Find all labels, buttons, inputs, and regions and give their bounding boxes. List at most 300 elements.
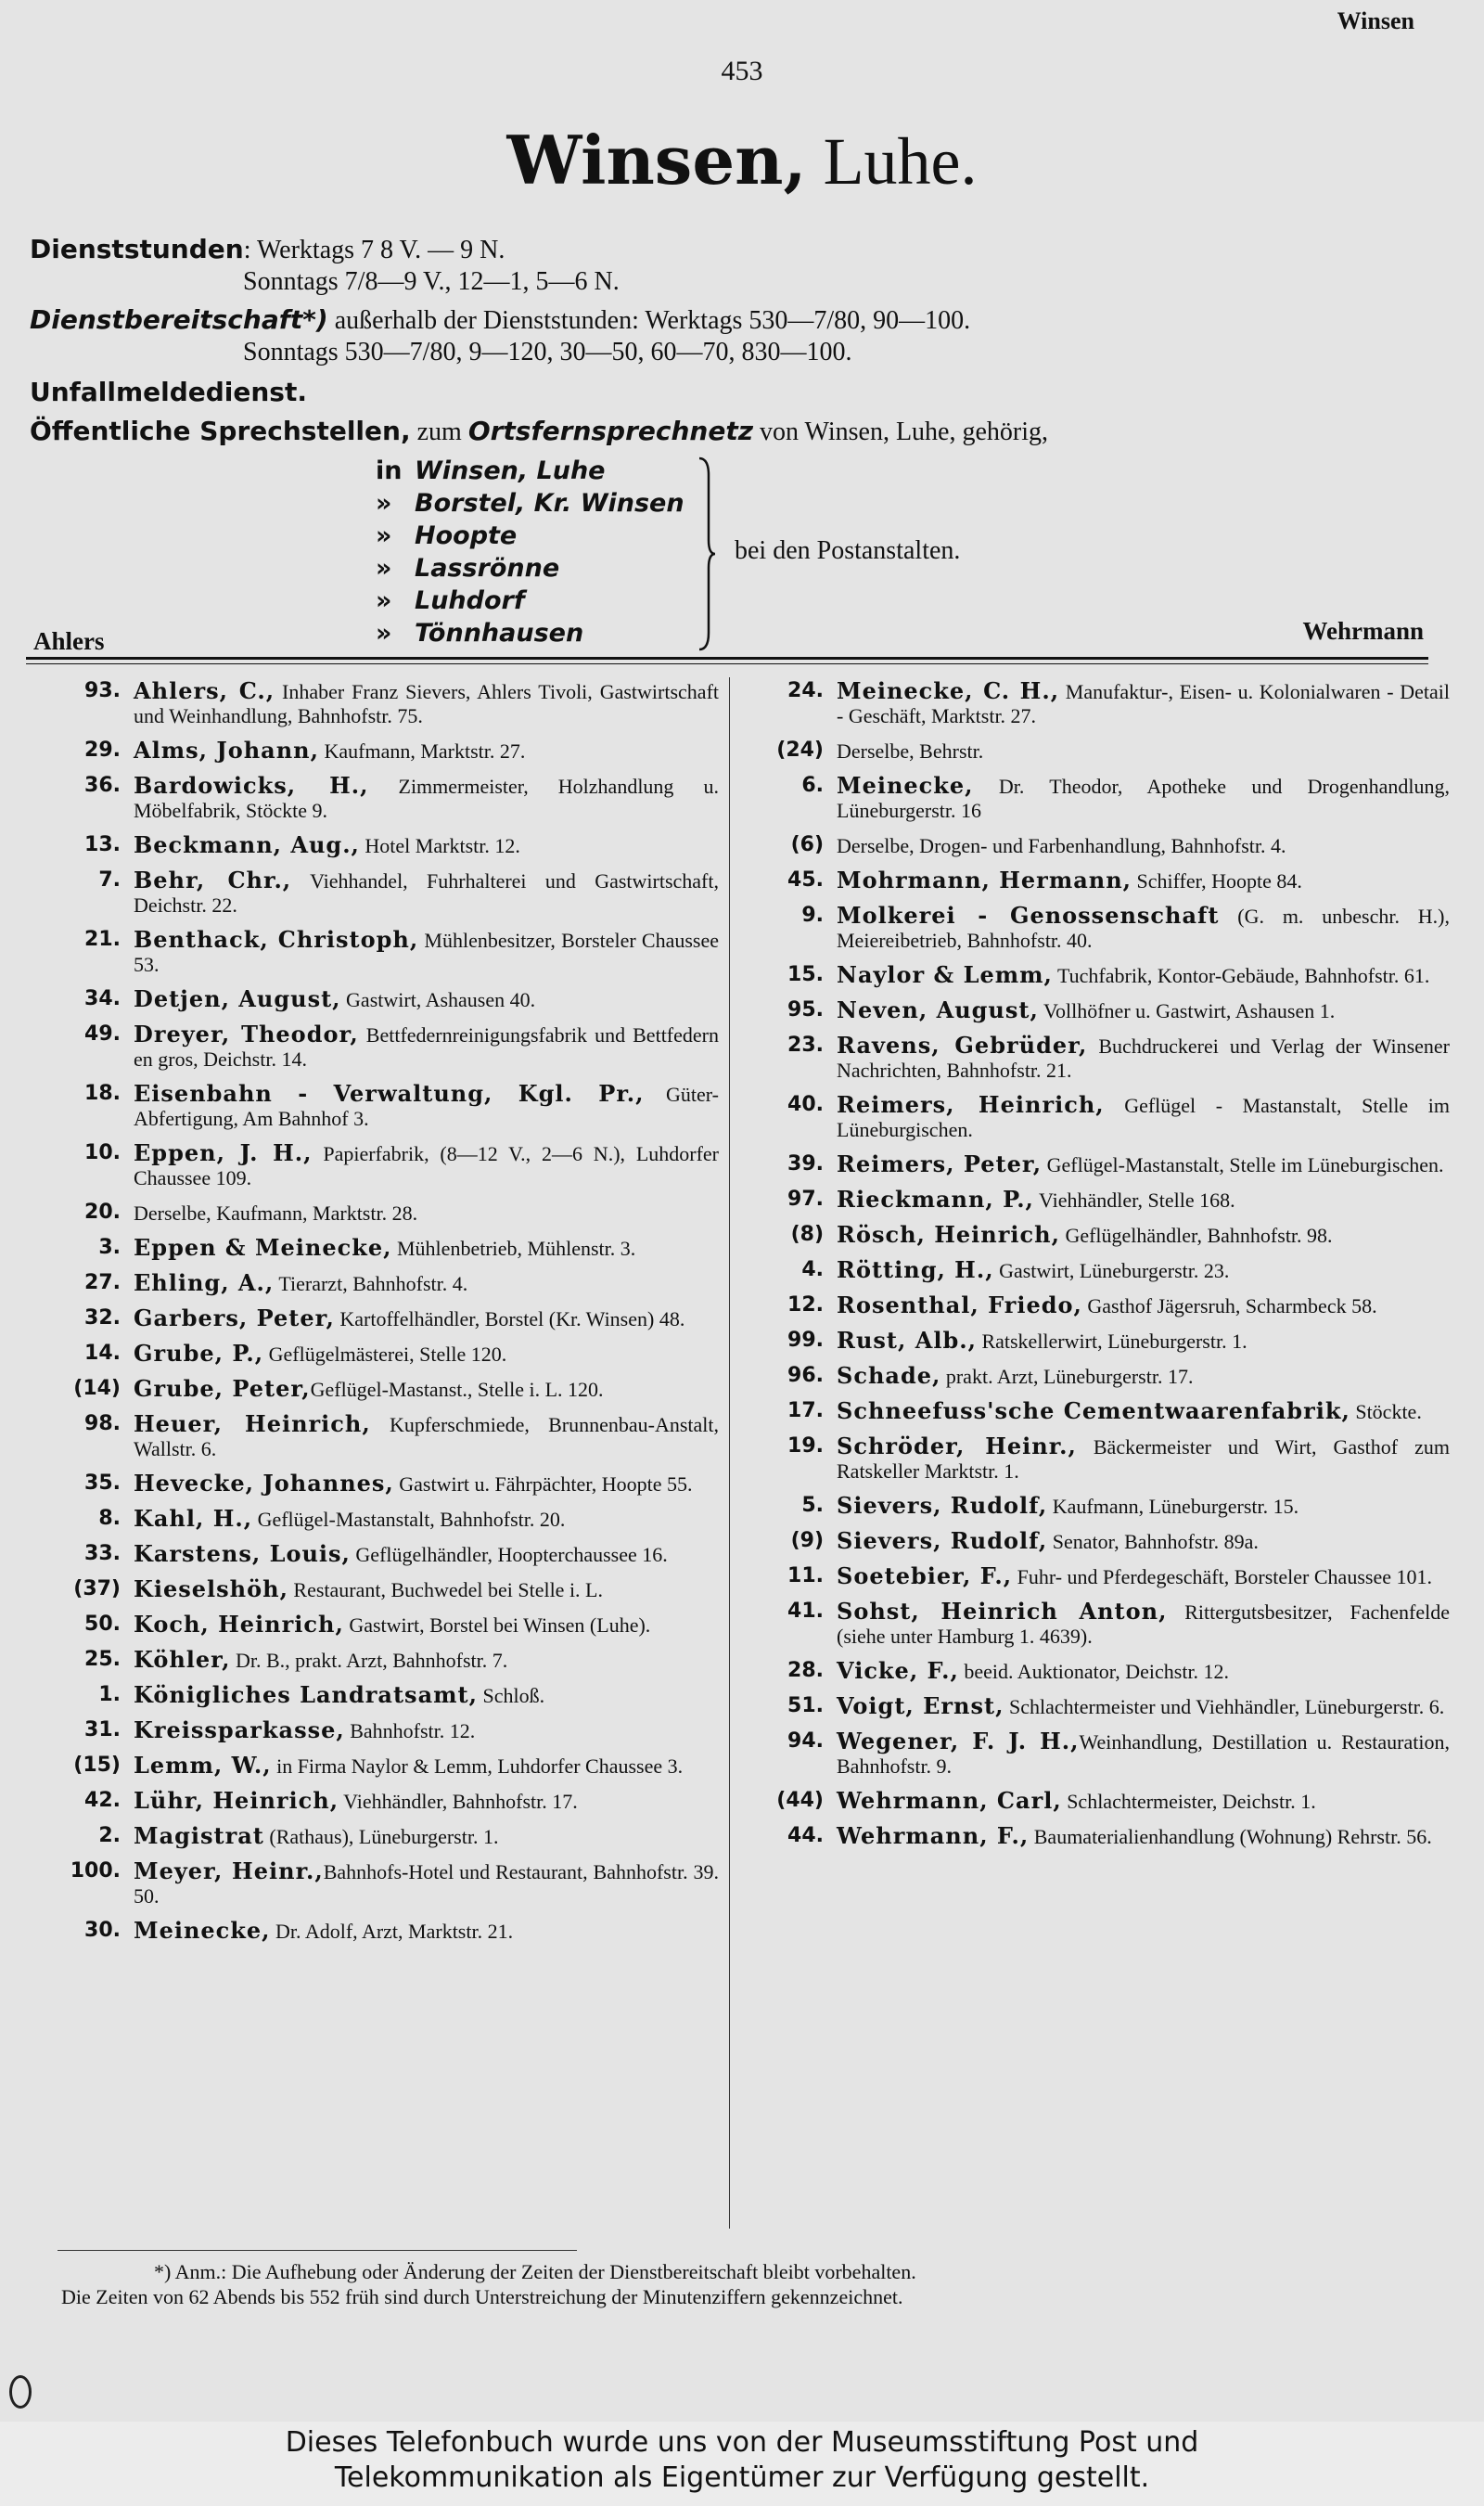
- phone-number: 41.: [787, 1600, 824, 1623]
- subscriber-details: Schiffer, Hoopte 84.: [1132, 869, 1302, 893]
- subscriber-details: Tierarzt, Bahnhofstr. 4.: [274, 1272, 468, 1295]
- directory-entry: [749, 1494, 1450, 1519]
- phone-number: 28.: [787, 1659, 824, 1682]
- subscriber-name: Rust, Alb.,: [837, 1327, 977, 1354]
- phone-number: 17.: [787, 1399, 824, 1422]
- subscriber-details: Bahnhofs-Hotel und Restaurant, Bahnhofstr. 39. 50.: [134, 1860, 719, 1908]
- guide-word-left: Ahlers: [33, 627, 105, 655]
- bereitschaft-label: Dienstbereitschaft*): [30, 304, 328, 335]
- subscriber-details: Schloß.: [477, 1684, 545, 1707]
- subscriber-details: Schlachtermeister, Deichstr. 1.: [1061, 1790, 1316, 1813]
- entry-text: [134, 1377, 719, 1402]
- directory-entry: [749, 1729, 1450, 1779]
- subscriber-name: Soetebier, F.,: [837, 1562, 1013, 1589]
- subscriber-name: Koch, Heinrich,: [134, 1611, 344, 1638]
- subscriber-details: beeid. Auktionator, Deichstr. 12.: [958, 1660, 1230, 1683]
- subscriber-name: Rieckmann, P.,: [837, 1186, 1034, 1213]
- place-item: [376, 552, 684, 585]
- directory-entry: [749, 904, 1450, 953]
- header-rule: [26, 657, 1428, 660]
- place-name: Lassrönne: [415, 554, 560, 583]
- entry-text: [134, 1236, 719, 1261]
- subscriber-name: Sievers, Rudolf,: [837, 1492, 1048, 1519]
- subscriber-details: Rittergutsbesitzer, Fachenfelde (siehe unter Hamburg 1. 4639).: [837, 1600, 1450, 1648]
- phone-number: 100.: [70, 1859, 121, 1883]
- subscriber-details: Geflügel-Mastanst., Stelle i. L. 120.: [310, 1378, 604, 1401]
- entry-text: [837, 1188, 1450, 1213]
- subscriber-name: Wehrmann, F.,: [837, 1822, 1030, 1849]
- subscriber-details: Viehhändler, Stelle 168.: [1033, 1189, 1235, 1212]
- phone-number: 7.: [98, 868, 121, 892]
- subscriber-name: Vicke, F.,: [837, 1657, 959, 1684]
- phone-number: 98.: [84, 1412, 121, 1435]
- title-town: Winsen,: [506, 121, 807, 199]
- entry-text: [837, 1529, 1450, 1554]
- subscriber-details: Kartoffelhändler, Borstel (Kr. Winsen) 48.: [334, 1307, 685, 1330]
- entry-text: [837, 868, 1450, 893]
- directory-entry: [46, 1022, 719, 1072]
- directory-entry: [749, 1659, 1450, 1684]
- subscriber-name: Ahlers, C.,: [134, 677, 275, 704]
- entry-text: [837, 1564, 1450, 1589]
- phone-number: 12.: [787, 1293, 824, 1317]
- phone-number: (9): [790, 1529, 824, 1552]
- entry-text: [837, 1694, 1450, 1719]
- entry-text: [837, 1789, 1450, 1814]
- entry-text: [134, 1412, 719, 1461]
- entry-text: [134, 679, 719, 728]
- directory-entry: [46, 1648, 719, 1673]
- directory-entry: [749, 1564, 1450, 1589]
- footnote-rule: [58, 2250, 577, 2251]
- subscriber-details: Restaurant, Buchwedel bei Stelle i. L.: [288, 1578, 603, 1601]
- entry-text: [837, 1258, 1450, 1283]
- subscriber-name: Grube, P.,: [134, 1340, 264, 1367]
- place-name: Borstel, Kr. Winsen: [415, 489, 684, 518]
- entry-text: [134, 1507, 719, 1532]
- subscriber-details: Vollhöfner u. Gastwirt, Ashausen 1.: [1038, 999, 1336, 1022]
- phone-number: 18.: [84, 1082, 121, 1105]
- dienststunden-label: Dienststunden: [30, 234, 244, 264]
- subscriber-name: Reimers, Heinrich,: [837, 1091, 1105, 1118]
- directory-entry: [749, 1399, 1450, 1424]
- directory-entry: [46, 1507, 719, 1532]
- directory-entry: [749, 1789, 1450, 1814]
- entry-text: [134, 1613, 719, 1638]
- subscriber-name: Meinecke,: [837, 772, 974, 799]
- footnote: [61, 2259, 1447, 2309]
- place-item: [376, 487, 684, 520]
- entry-text: [134, 833, 719, 858]
- phone-number: 25.: [84, 1648, 121, 1671]
- phone-number: 8.: [98, 1507, 121, 1530]
- entry-text: [134, 868, 719, 918]
- entry-text: [134, 739, 719, 764]
- entry-text: [837, 904, 1450, 953]
- dienststunden-weekdays: : Werktags 7 8 V. — 9 N.: [243, 236, 505, 264]
- subscriber-name: Sievers, Rudolf,: [837, 1527, 1048, 1554]
- entry-text: [837, 1434, 1450, 1484]
- subscriber-details: Derselbe, Kaufmann, Marktstr. 28.: [134, 1202, 418, 1225]
- subscriber-name: Naylor & Lemm,: [837, 961, 1053, 988]
- directory-entry: [749, 1223, 1450, 1248]
- subscriber-details: (G. m. unbeschr. H.), Meiereibetrieb, Bahnhofstr. 40.: [837, 905, 1450, 952]
- dienststunden-line: [30, 234, 505, 265]
- subscriber-details: Hotel Marktstr. 12.: [359, 834, 520, 857]
- subscriber-name: Kieselshöh,: [134, 1575, 288, 1602]
- phone-number: 1.: [98, 1683, 121, 1706]
- entry-text: [134, 1789, 719, 1814]
- subscriber-name: Rösch, Heinrich,: [837, 1221, 1060, 1248]
- ring-mark-icon: [9, 2375, 32, 2409]
- subscriber-name: Dreyer, Theodor,: [134, 1021, 359, 1047]
- phone-number: 9.: [801, 904, 824, 927]
- phone-number: 15.: [787, 963, 824, 986]
- phone-number: 3.: [98, 1236, 121, 1259]
- subscriber-details: Viehhändler, Bahnhofstr. 17.: [339, 1790, 578, 1813]
- sprechstellen-line: [30, 416, 1048, 447]
- subscriber-name: Ehling, A.,: [134, 1269, 275, 1296]
- banner-line-1: Dieses Telefonbuch wurde uns von der Museumsstiftung Post und: [285, 2426, 1199, 2459]
- header-rule-thin: [26, 663, 1428, 664]
- subscriber-details: Papierfabrik, (8—12 V., 2—6 N.), Luhdorfer Chaussee 109.: [134, 1142, 720, 1189]
- phone-number: 4.: [801, 1258, 824, 1281]
- subscriber-name: Karstens, Louis,: [134, 1540, 351, 1567]
- entry-text: [134, 1271, 719, 1296]
- entry-text: [837, 1329, 1450, 1354]
- sprechstellen-rest: von Winsen, Luhe, gehörig,: [753, 418, 1049, 446]
- subscriber-name: Heuer, Heinrich,: [134, 1410, 371, 1437]
- directory-entry: [46, 1859, 719, 1908]
- entry-text: [837, 1364, 1450, 1389]
- entry-text: [134, 1824, 719, 1849]
- phone-number: 34.: [84, 987, 121, 1010]
- place-name: Hoopte: [415, 521, 518, 550]
- phone-number: 10.: [84, 1141, 121, 1164]
- entry-text: [837, 998, 1450, 1023]
- phone-number: 95.: [787, 998, 824, 1022]
- phone-number: 97.: [787, 1188, 824, 1211]
- subscriber-name: Eppen, J. H.,: [134, 1139, 313, 1166]
- subscriber-name: Ravens, Gebrüder,: [837, 1032, 1088, 1059]
- directory-entry: [46, 774, 719, 823]
- entry-text: [837, 679, 1450, 728]
- directory-entry: [749, 1600, 1450, 1649]
- phone-number: (15): [73, 1754, 121, 1777]
- phone-number: 39.: [787, 1152, 824, 1176]
- entry-text: [134, 1082, 719, 1131]
- subscriber-details: Senator, Bahnhofstr. 89a.: [1047, 1530, 1259, 1553]
- directory-entry: [749, 1529, 1450, 1554]
- phone-number: 96.: [787, 1364, 824, 1387]
- place-marker: »: [376, 521, 392, 550]
- directory-entry: [46, 1789, 719, 1814]
- subscriber-name: Lemm, W.,: [134, 1752, 272, 1779]
- subscriber-details: Schlachtermeister und Viehhändler, Lüneburgerstr. 6.: [1004, 1695, 1445, 1718]
- directory-entry: [46, 1471, 719, 1497]
- places-note: bei den Postanstalten.: [735, 536, 961, 565]
- entry-text: [837, 1152, 1450, 1177]
- directory-entry: [749, 1329, 1450, 1354]
- phone-number: 20.: [84, 1201, 121, 1224]
- directory-entry: [749, 679, 1450, 728]
- phone-number: (8): [790, 1223, 824, 1246]
- bereitschaft-line: [30, 304, 970, 336]
- directory-entry: [46, 1082, 719, 1131]
- subscriber-details: Güter-Abfertigung, Am Bahnhof 3.: [134, 1083, 719, 1130]
- subscriber-name: Wegener, F. J. H.,: [837, 1728, 1080, 1754]
- ortsnetz-label: Ortsfernsprechnetz: [467, 416, 754, 446]
- directory-entry: [46, 987, 719, 1012]
- place-item: [376, 455, 684, 487]
- subscriber-name: Kreissparkasse,: [134, 1716, 345, 1743]
- place-marker: »: [376, 586, 392, 615]
- directory-entry: [46, 1141, 719, 1190]
- subscriber-details: Tuchfabrik, Kontor-Gebäude, Bahnhofstr. 61.: [1052, 964, 1430, 987]
- entry-text: [134, 1342, 719, 1367]
- subscriber-name: Grube, Peter,: [134, 1375, 311, 1402]
- curly-brace-icon: [697, 456, 716, 651]
- phone-number: 31.: [84, 1718, 121, 1741]
- subscriber-name: Benthack, Christoph,: [134, 926, 419, 953]
- subscriber-name: Hevecke, Johannes,: [134, 1470, 394, 1497]
- subscriber-name: Meyer, Heinr.,: [134, 1857, 324, 1884]
- phone-number: 5.: [801, 1494, 824, 1517]
- subscriber-details: Bahnhofstr. 12.: [344, 1719, 476, 1742]
- unfall-line: [30, 377, 307, 408]
- directory-entry: [749, 1824, 1450, 1849]
- subscriber-name: Kahl, H.,: [134, 1505, 253, 1532]
- phone-number: 35.: [84, 1471, 121, 1495]
- entry-text: [134, 1718, 719, 1743]
- subscriber-details: Bettfedernreinigungsfabrik und Bettfedern en gros, Deichstr. 14.: [134, 1023, 719, 1071]
- directory-entry: [749, 868, 1450, 893]
- entry-text: [837, 1034, 1450, 1083]
- subscriber-details: Bäckermeister und Wirt, Gasthof zum Ratskeller Marktstr. 1.: [837, 1435, 1450, 1483]
- directory-entry: [46, 1377, 719, 1402]
- subscriber-details: Fuhr- und Pferdegeschäft, Borsteler Chaussee 101.: [1012, 1565, 1432, 1588]
- bereitschaft-weekdays: außerhalb der Dienststunden: Werktags 530—7/80, 90—100.: [327, 306, 971, 335]
- phone-number: 42.: [84, 1789, 121, 1812]
- subscriber-name: Eisenbahn - Verwaltung, Kgl. Pr.,: [134, 1080, 645, 1107]
- directory-entry: [46, 1271, 719, 1296]
- entry-text: [134, 774, 719, 823]
- entry-text: [837, 1659, 1450, 1684]
- directory-entry: [46, 1718, 719, 1743]
- ownership-banner: [0, 2422, 1484, 2506]
- banner-line-2: Telekommunikation als Eigentümer zur Verfügung gestellt.: [334, 2461, 1150, 2494]
- phone-number: (6): [790, 833, 824, 856]
- unfall-label: Unfallmeldedienst.: [30, 377, 307, 407]
- entry-text: [134, 1859, 719, 1908]
- running-head: Winsen: [1337, 7, 1414, 34]
- subscriber-details: Geflügel - Mastanstalt, Stelle im Lüneburgischen.: [837, 1094, 1450, 1141]
- entry-text: [134, 1201, 719, 1226]
- directory-entry: [749, 1093, 1450, 1142]
- directory-entry: [46, 1613, 719, 1638]
- subscriber-name: Rosenthal, Friedo,: [837, 1292, 1082, 1318]
- subscriber-name: Neven, August,: [837, 996, 1039, 1023]
- directory-entry: [46, 928, 719, 977]
- dienststunden-sundays: Sonntags 7/8—9 V., 12—1, 5—6 N.: [243, 267, 620, 296]
- directory-entry: [46, 739, 719, 764]
- directory-entry: [46, 868, 719, 918]
- subscriber-name: Königliches Landratsamt,: [134, 1681, 478, 1708]
- directory-entry: [749, 739, 1450, 764]
- directory-entry: [46, 1754, 719, 1779]
- subscriber-name: Mohrmann, Hermann,: [837, 867, 1132, 893]
- subscriber-details: Dr. Theodor, Apotheke und Drogenhandlung, Lüneburgerstr. 16: [837, 775, 1450, 822]
- phone-number: 99.: [787, 1329, 824, 1352]
- phone-number: 2.: [98, 1824, 121, 1847]
- directory-entry: [749, 963, 1450, 988]
- entry-text: [837, 739, 1450, 764]
- subscriber-name: Wehrmann, Carl,: [837, 1787, 1062, 1814]
- subscriber-details: Geflügel-Mastanstalt, Stelle im Lüneburgischen.: [1042, 1153, 1444, 1176]
- phone-number: 36.: [84, 774, 121, 797]
- column-divider: [729, 677, 730, 2229]
- subscriber-details: Dr. Adolf, Arzt, Marktstr. 21.: [270, 1920, 514, 1943]
- phone-number: 6.: [801, 774, 824, 797]
- place-name: Winsen, Luhe: [415, 456, 606, 485]
- place-name: Luhdorf: [415, 586, 525, 615]
- sprechstellen-label: Öffentliche Sprechstellen,: [30, 416, 411, 446]
- subscriber-details: Gastwirt, Ashausen 40.: [340, 988, 536, 1011]
- subscriber-details: Dr. B., prakt. Arzt, Bahnhofstr. 7.: [230, 1649, 508, 1672]
- entry-text: [134, 1577, 719, 1602]
- subscriber-name: Molkerei - Genossenschaft: [837, 902, 1220, 929]
- page-title: [0, 121, 1484, 200]
- subscriber-details: Ratskellerwirt, Lüneburgerstr. 1.: [976, 1330, 1247, 1353]
- subscriber-details: (Rathaus), Lüneburgerstr. 1.: [263, 1825, 499, 1848]
- right-column: [749, 679, 1450, 1859]
- subscriber-details: Baumaterialienhandlung (Wohnung) Rehrstr. 56.: [1029, 1825, 1432, 1848]
- subscriber-details: Gastwirt u. Fährpächter, Hoopte 55.: [393, 1472, 693, 1496]
- subscriber-details: Geflügel-Mastanstalt, Bahnhofstr. 20.: [252, 1508, 566, 1531]
- subscriber-name: Detjen, August,: [134, 985, 341, 1012]
- directory-entry: [46, 1306, 719, 1331]
- entry-text: [837, 1223, 1450, 1248]
- phone-number: 94.: [787, 1729, 824, 1753]
- subscriber-name: Bardowicks, H.,: [134, 772, 369, 799]
- guide-word-right: Wehrmann: [1302, 617, 1424, 645]
- directory-entry: [749, 1434, 1450, 1484]
- subscriber-details: Kaufmann, Lüneburgerstr. 15.: [1047, 1495, 1299, 1518]
- entry-text: [134, 1754, 719, 1779]
- place-marker: »: [376, 554, 392, 583]
- entry-text: [837, 1824, 1450, 1849]
- subscriber-name: Garbers, Peter,: [134, 1304, 335, 1331]
- directory-entry: [749, 1364, 1450, 1389]
- subscriber-name: Voigt, Ernst,: [837, 1692, 1004, 1719]
- subscriber-details: in Firma Naylor & Lemm, Luhdorfer Chaussee 3.: [271, 1754, 684, 1778]
- phone-number: 13.: [84, 833, 121, 856]
- place-marker: »: [376, 619, 392, 648]
- subscriber-details: Derselbe, Behrstr.: [837, 739, 984, 763]
- entry-text: [134, 1141, 719, 1190]
- directory-entry: [46, 1577, 719, 1602]
- directory-entry: [46, 1342, 719, 1367]
- directory-entry: [46, 833, 719, 858]
- entry-text: [837, 1494, 1450, 1519]
- place-marker: in: [376, 456, 403, 485]
- directory-entry: [749, 1694, 1450, 1719]
- phone-number: (37): [73, 1577, 121, 1600]
- subscriber-name: Schneefuss'sche Cementwaarenfabrik,: [837, 1397, 1350, 1424]
- entry-text: [837, 1729, 1450, 1779]
- title-river: Luhe.: [806, 124, 978, 199]
- phone-number: 14.: [84, 1342, 121, 1365]
- subscriber-details: Manufaktur-, Eisen- u. Kolonialwaren - Detail - Geschäft, Marktstr. 27.: [837, 680, 1450, 727]
- subscriber-details: Derselbe, Drogen- und Farbenhandlung, Bahnhofstr. 4.: [837, 834, 1286, 857]
- entry-text: [837, 833, 1450, 858]
- phone-number: 93.: [84, 679, 121, 702]
- entry-text: [134, 987, 719, 1012]
- entry-text: [134, 1306, 719, 1331]
- directory-entry: [46, 1412, 719, 1461]
- phone-number: 19.: [787, 1434, 824, 1458]
- subscriber-name: Eppen & Meinecke,: [134, 1234, 392, 1261]
- place-item: [376, 585, 684, 617]
- phone-number: 23.: [787, 1034, 824, 1057]
- directory-entry: [46, 1683, 719, 1708]
- phone-number: 29.: [84, 739, 121, 762]
- entry-text: [837, 1293, 1450, 1318]
- directory-entry: [749, 1258, 1450, 1283]
- directory-entry: [749, 1188, 1450, 1213]
- directory-entry: [749, 998, 1450, 1023]
- directory-entry: [46, 1542, 719, 1567]
- footnote-line-2: Die Zeiten von 62 Abends bis 552 früh sind durch Unterstreichung der Minutenziffern gekennzeichnet.: [61, 2285, 903, 2308]
- subscriber-name: Reimers, Peter,: [837, 1150, 1043, 1177]
- subscriber-name: Magistrat: [134, 1822, 264, 1849]
- directory-entry: [749, 1034, 1450, 1083]
- subscriber-details: Mühlenbetrieb, Mühlenstr. 3.: [391, 1237, 636, 1260]
- subscriber-name: Sohst, Heinrich Anton,: [837, 1598, 1168, 1625]
- entry-text: [134, 1022, 719, 1072]
- subscriber-name: Köhler,: [134, 1646, 231, 1673]
- subscriber-details: prakt. Arzt, Lüneburgerstr. 17.: [940, 1365, 1194, 1388]
- phone-number: 24.: [787, 679, 824, 702]
- subscriber-details: Weinhandlung, Destillation u. Restauration, Bahnhofstr. 9.: [837, 1730, 1450, 1778]
- subscriber-details: Geflügelmästerei, Stelle 120.: [263, 1343, 507, 1366]
- subscriber-name: Schade,: [837, 1362, 941, 1389]
- subscriber-details: Geflügelhändler, Bahnhofstr. 98.: [1059, 1224, 1333, 1247]
- entry-text: [134, 1648, 719, 1673]
- subscriber-name: Beckmann, Aug.,: [134, 831, 360, 858]
- subscriber-details: Gasthof Jägersruh, Scharmbeck 58.: [1081, 1294, 1377, 1317]
- place-item: [376, 520, 684, 552]
- phone-number: 32.: [84, 1306, 121, 1330]
- subscriber-name: Behr, Chr.,: [134, 867, 292, 893]
- subscriber-name: Rötting, H.,: [837, 1256, 994, 1283]
- entry-text: [134, 1471, 719, 1497]
- phone-number: 27.: [84, 1271, 121, 1294]
- subscriber-name: Meinecke,: [134, 1917, 271, 1944]
- place-item: [376, 617, 684, 649]
- subscriber-name: Meinecke, C. H.,: [837, 677, 1060, 704]
- subscriber-details: Geflügelhändler, Hoopterchaussee 16.: [350, 1543, 668, 1566]
- entry-text: [837, 1093, 1450, 1142]
- subscriber-details: Stöckte.: [1350, 1400, 1422, 1423]
- subscriber-details: Inhaber Franz Sievers, Ahlers Tivoli, Gastwirtschaft und Weinhandlung, Bahnhofstr. 75.: [134, 680, 720, 727]
- subscriber-details: Zimmermeister, Holzhandlung u. Möbelfabrik, Stöckte 9.: [134, 775, 719, 822]
- subscriber-details: Mühlenbesitzer, Borsteler Chaussee 53.: [134, 929, 719, 976]
- subscriber-name: Alms, Johann,: [134, 737, 319, 764]
- phone-number: 40.: [787, 1093, 824, 1116]
- entry-text: [134, 1919, 719, 1944]
- subscriber-details: Buchdruckerei und Verlag der Winsener Nachrichten, Bahnhofstr. 21.: [837, 1035, 1451, 1082]
